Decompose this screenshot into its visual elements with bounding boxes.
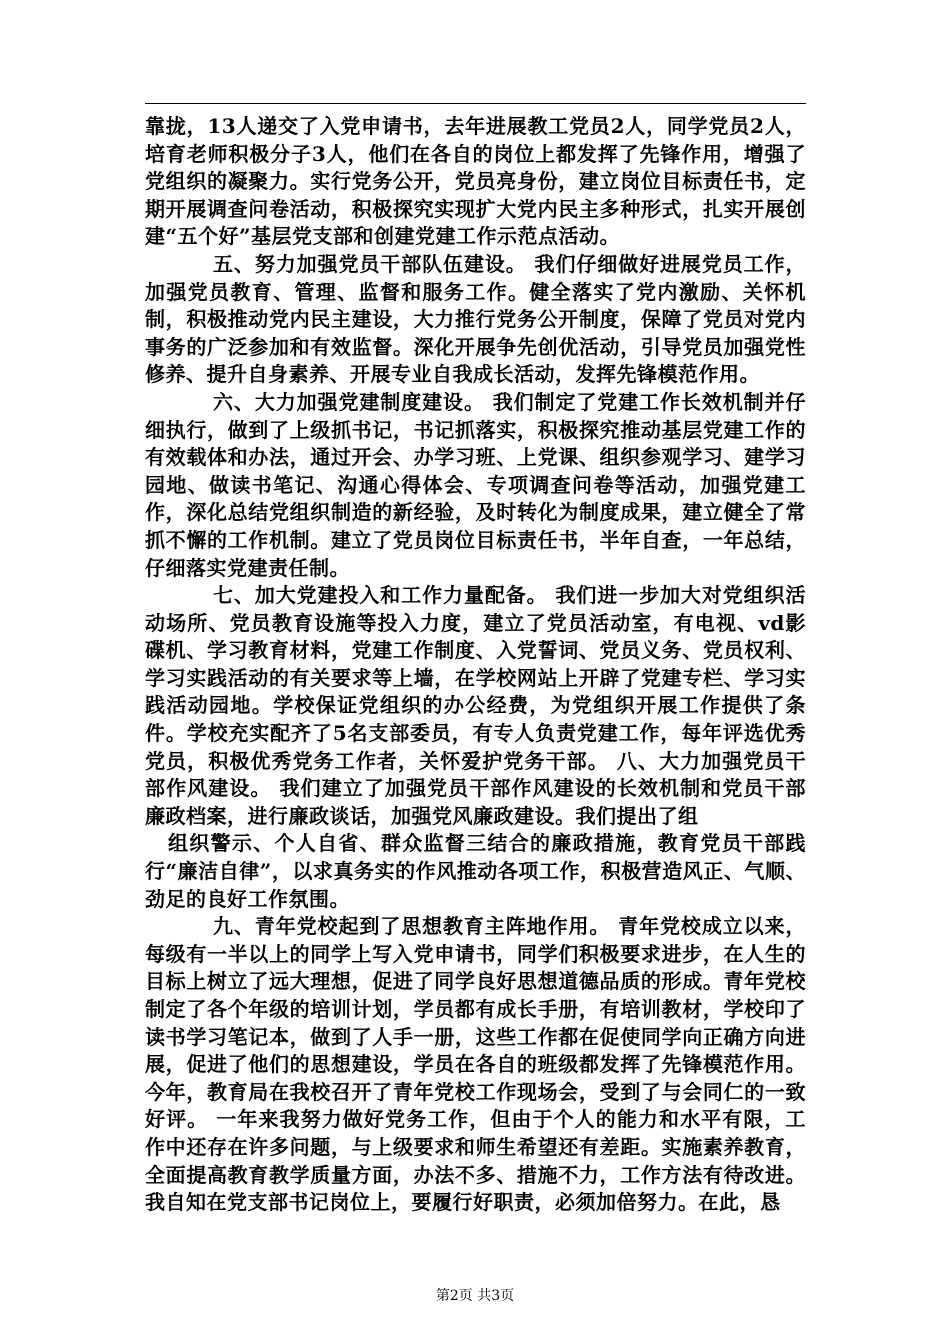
paragraph-integrity-measures: 组织警示、个人自省、群众监督三结合的廉政措施，教育党员干部践行“廉洁自律”，以求真务实的作风推动各项工作，积极营造风正、气顺、劲足的良好工作氛围。 — [145, 831, 806, 911]
paragraph-continuation: 靠拢，13人递交了入党申请书，去年进展教工党员2人，同学党员2人，培育老师积极分子3人，他们在各自的岗位上都发挥了先锋作用，增强了党组织的凝聚力。实行党务公开，党员亮身份，建立岗位目标责任书，定期开展调查问卷活动，积极探究实现扩大党内民主多种形式，扎实开展创建“五个好”基层党支部和创建党建工作示范点活动。 — [145, 114, 806, 249]
page-number-footer: 第2页 共3页 — [435, 1288, 515, 1304]
paragraph-section-6: 六、大力加强党建制度建设。 我们制定了党建工作长效机制并仔细执行，做到了上级抓书记，书记抓落实，积极探究推动基层党建工作的有效载体和办法，通过开会、办学习班、上党课、组织参观学习、建学习园地、做读书笔记、沟通心得体会、专项调查问卷等活动，加强党建工作，深化总结党组织制造的新经验，及时转化为制度成果，建立健全了常抓不懈的工作机制。建立了党员岗位目标责任书，半年自查，一年总结，仔细落实党建责任制。 — [145, 389, 806, 580]
paragraph-section-7-8: 七、加大党建投入和工作力量配备。 我们进一步加大对党组织活动场所、党员教育设施等投入力度，建立了党员活动室，有电视、vd影碟机、学习教育材料，党建工作制度、入党誓词、党员义务、党员权利、学习实践活动的有关要求等上墙，在学校网站上开辟了党建专栏、学习实践活动园地。学校保证党组织的办公经费，为党组织开展工作提供了条件。学校充实配齐了5名支部委员，有专人负责党建工作，每年评选优秀党员，积极优秀党务工作者，关怀爱护党务干部。 八、大力加强党员干部作风建设。 我们建立了加强党员干部作风建设的长效机制和党员干部廉政档案，进行廉政谈话，加强党风廉政建设。我们提出了组 — [145, 583, 806, 828]
header-rule — [145, 103, 806, 104]
paragraph-section-5: 五、努力加强党员干部队伍建设。 我们仔细做好进展党员工作，加强党员教育、管理、监督和服务工作。健全落实了党内激励、关怀机制，积极推动党内民主建设，大力推行党务公开制度，保障了党员对党内事务的广泛参加和有效监督。深化开展争先创优活动，引导党员加强党性修养、提升自身素养、开展专业自我成长活动，发挥先锋模范作用。 — [145, 251, 806, 387]
document-body — [145, 113, 806, 1217]
paragraph-section-9: 九、青年党校起到了思想教育主阵地作用。 青年党校成立以来，每级有一半以上的同学上写入党申请书，同学们积极要求进步，在人生的目标上树立了远大理想，促进了同学良好思想道德品质的形成。青年党校制定了各个年级的培训计划，学员都有成长手册，有培训教材，学校印了读书学习笔记本，做到了人手一册，这些工作都在促使同学向正确方向进展，促进了他们的思想建设，学员在各自的班级都发挥了先锋模范作用。今年，教育局在我校召开了青年党校工作现场会，受到了与会同仁的一致好评。 一年来我努力做好党务工作，但由于个人的能力和水平有限，工作中还存在许多问题，与上级要求和师生希望还有差距。实施素养教育，全面提高教育教学质量方面，办法不多、措施不力，工作方法有待改进。我自知在党支部书记岗位上，要履行好职责，必须加倍努力。在此，恳 — [145, 914, 806, 1215]
